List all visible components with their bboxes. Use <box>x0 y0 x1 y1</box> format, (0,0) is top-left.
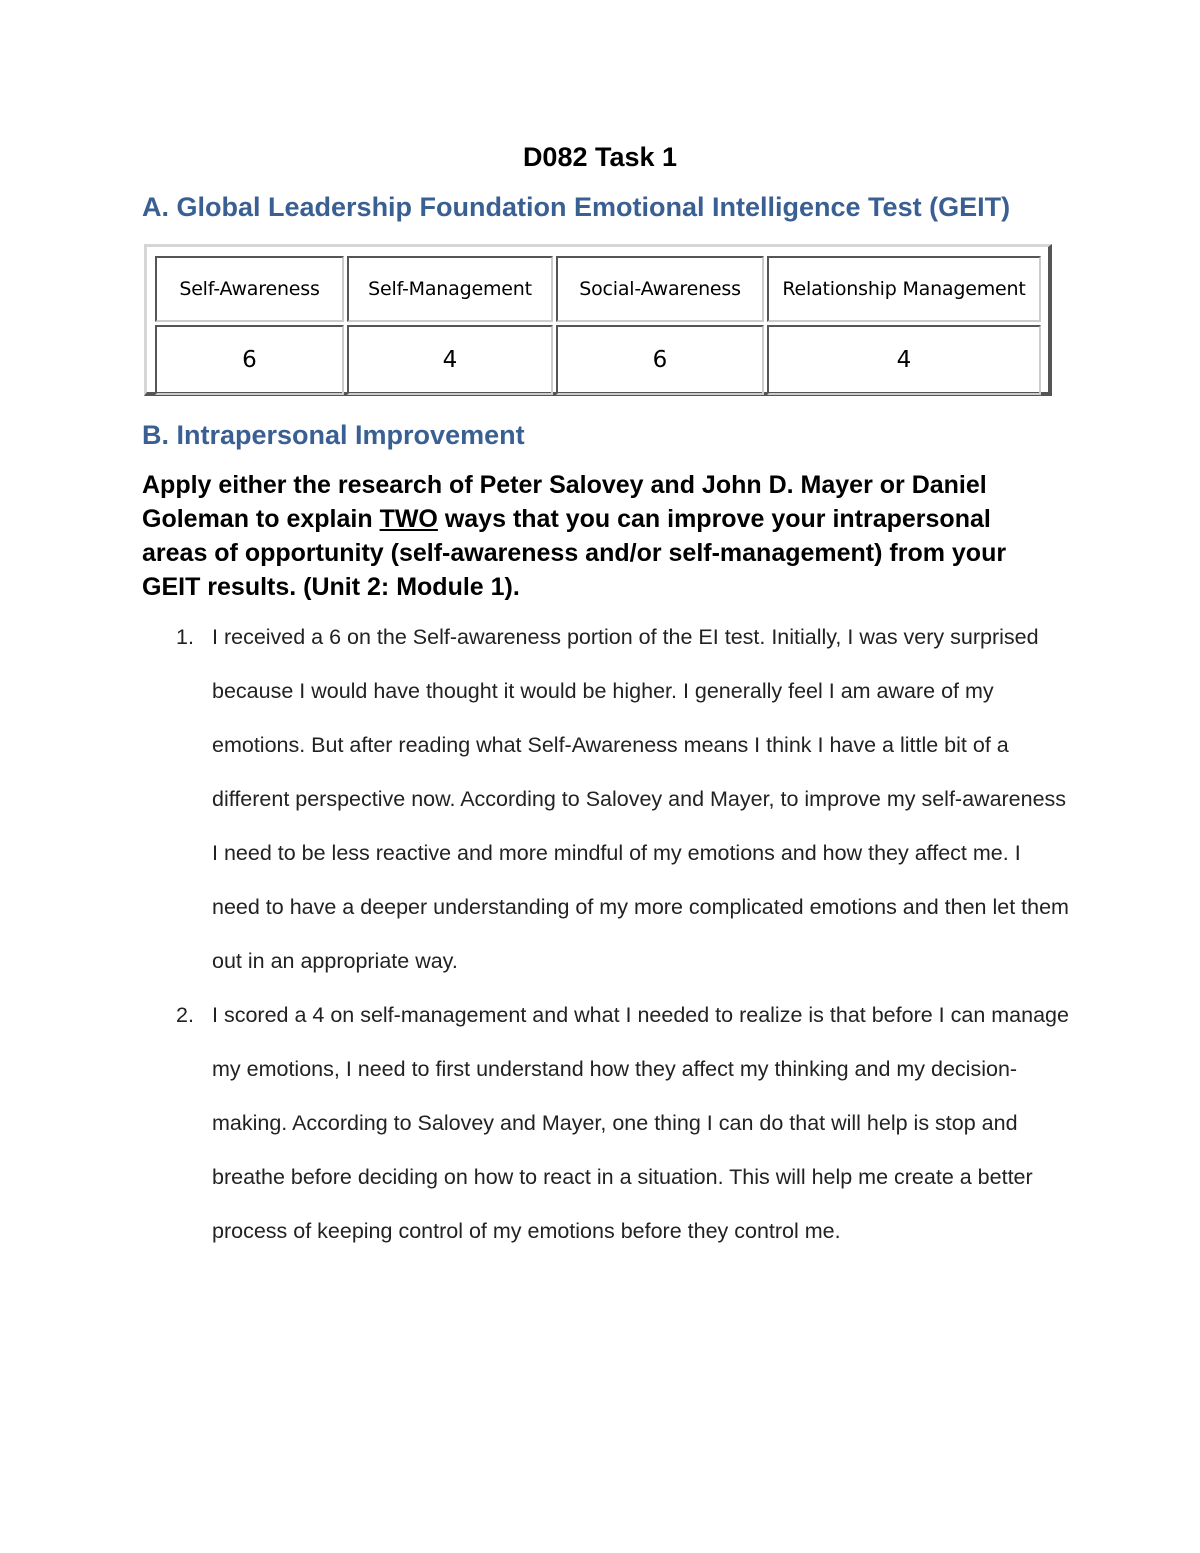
section-b-heading: B. Intrapersonal Improvement <box>142 420 525 450</box>
header-self-awareness: Self-Awareness <box>155 256 344 322</box>
header-self-management: Self-Management <box>347 256 553 322</box>
answer-text: I received a 6 on the Self-awareness portion of the EI test. Initially, I was very surprised because I would have thought it would be higher. I generally feel I am aware of my emotions. But after reading what Self-Awareness means I think I have a little bit of a different perspective now. According to Salovey and Mayer, to improve my self-awareness I need to be less reactive and more mindful of my emotions and how they affect me. I need to have a deeper understanding of my more complicated emotions and then let them out in an appropriate way. <box>212 625 1069 973</box>
answer-list <box>142 610 1072 1258</box>
answer-number: 2. <box>176 1003 194 1027</box>
score-self-awareness: 6 <box>155 325 344 395</box>
score-table <box>152 253 1044 398</box>
header-relationship-management: Relationship Management <box>767 256 1041 322</box>
score-table-header-row <box>155 256 1041 322</box>
page-title: D082 Task 1 <box>522 142 678 172</box>
score-table-value-row <box>155 325 1041 395</box>
prompt-emphasis: TWO <box>379 505 438 533</box>
answer-item <box>142 988 1072 1258</box>
prompt-text-before: Apply either the research of Peter Salovey and John D. Mayer or Daniel Goleman to explain <box>142 471 987 533</box>
geit-score-table <box>144 244 1052 396</box>
score-relationship-management: 4 <box>767 325 1041 395</box>
score-self-management: 4 <box>347 325 553 395</box>
prompt-text-after: ways that you can improve your intrapersonal areas of opportunity (self-awareness and/or self-management) from your GEIT results. (Unit 2: Module 1). <box>142 505 1007 601</box>
assignment-prompt <box>142 468 1062 604</box>
header-social-awareness: Social-Awareness <box>556 256 764 322</box>
answer-text: I scored a 4 on self-management and what I needed to realize is that before I can manage my emotions, I need to first understand how they affect my thinking and my decision-making. According to Salovey and Mayer, one thing I can do that will help is stop and breathe before deciding on how to react in a situation. This will help me create a better process of keeping control of my emotions before they control me. <box>212 1003 1069 1243</box>
score-social-awareness: 6 <box>556 325 764 395</box>
answer-item <box>142 610 1072 988</box>
answer-number: 1. <box>176 625 194 649</box>
section-a-heading: A. Global Leadership Foundation Emotional Intelligence Test (GEIT) <box>142 192 1011 222</box>
